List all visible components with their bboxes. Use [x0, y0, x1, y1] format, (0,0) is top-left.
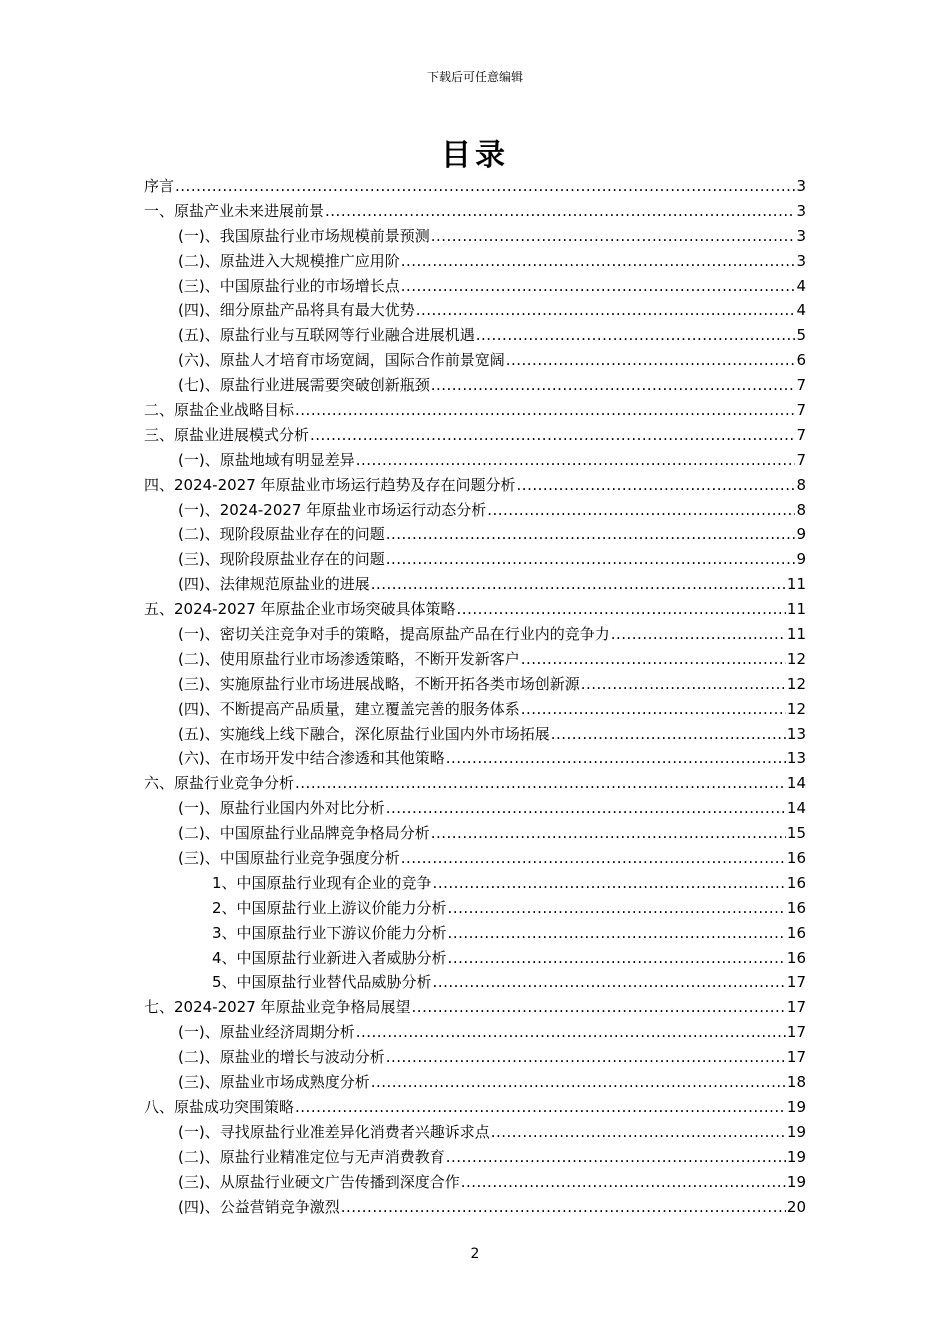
toc-dot-leader	[611, 622, 786, 647]
toc-entry[interactable]	[144, 1120, 806, 1145]
toc-entry[interactable]	[144, 423, 806, 448]
toc-entry-label: 序言	[144, 176, 175, 195]
toc-dot-leader	[356, 1020, 786, 1045]
toc-entry-label: (六)、原盐人才培育市场宽阔，国际合作前景宽阔	[178, 351, 505, 370]
toc-entry-page: 3	[796, 251, 806, 270]
toc-entry-page: 9	[796, 525, 806, 544]
toc-entry-label: 五、2024-2027 年原盐企业市场突破具体策略	[144, 600, 456, 619]
toc-dot-leader	[448, 896, 786, 921]
toc-entry-page: 19	[786, 1097, 806, 1116]
toc-entry[interactable]	[144, 1095, 806, 1120]
toc-entry-page: 19	[786, 1147, 806, 1166]
toc-entry-page: 16	[786, 923, 806, 942]
toc-entry-label: (二)、原盐业的增长与波动分析	[178, 1048, 385, 1067]
toc-entry-label: 八、原盐成功突围策略	[144, 1097, 295, 1116]
toc-entry-page: 3	[796, 226, 806, 245]
toc-entry[interactable]	[144, 771, 806, 796]
toc-entry[interactable]	[144, 398, 806, 423]
toc-entry-label: (一)、原盐地域有明显差异	[178, 450, 355, 469]
toc-dot-leader	[431, 373, 796, 398]
toc-entry-page: 17	[786, 998, 806, 1017]
toc-entry-label: (一)、我国原盐行业市场规模前景预测	[178, 226, 430, 245]
toc-entry[interactable]	[144, 672, 806, 697]
toc-entry-label: 六、原盐行业竞争分析	[144, 774, 295, 793]
toc-entry-label: (五)、实施线上线下融合，深化原盐行业国内外市场拓展	[178, 724, 550, 743]
toc-dot-leader	[487, 498, 795, 523]
toc-entry[interactable]	[144, 896, 806, 921]
toc-dot-leader	[386, 1045, 786, 1070]
page-number: 2	[470, 1246, 480, 1262]
toc-entry[interactable]	[144, 921, 806, 946]
toc-entry-label: (四)、细分原盐产品将具有最大优势	[178, 301, 415, 320]
toc-entry[interactable]	[144, 274, 806, 299]
toc-entry-label: (四)、法律规范原盐业的进展	[178, 575, 370, 594]
header-note: 下载后可任意编辑	[426, 70, 523, 84]
toc-entry[interactable]	[144, 448, 806, 473]
toc-entry-label: (五)、原盐行业与互联网等行业融合进展机遇	[178, 326, 475, 345]
toc-entry-label: (三)、原盐业市场成熟度分析	[178, 1073, 370, 1092]
toc-entry-page: 9	[796, 550, 806, 569]
toc-entry-page: 20	[786, 1197, 806, 1216]
toc-entry-page: 12	[786, 699, 806, 718]
toc-entry[interactable]	[144, 249, 806, 274]
toc-entry[interactable]	[144, 1020, 806, 1045]
toc-entry-label: (二)、中国原盐行业品牌竞争格局分析	[178, 824, 430, 843]
toc-dot-leader	[491, 1120, 786, 1145]
toc-entry-label: (二)、使用原盐行业市场渗透策略，不断开发新客户	[178, 649, 520, 668]
toc-entry-label: 2、中国原盐行业上游议价能力分析	[212, 898, 447, 917]
toc-dot-leader	[433, 871, 786, 896]
toc-dot-leader	[341, 1195, 786, 1220]
toc-entry[interactable]	[144, 971, 806, 996]
toc-dot-leader	[310, 423, 795, 448]
toc-dot-leader	[386, 522, 796, 547]
toc-entry-page: 11	[786, 625, 806, 644]
toc-dot-leader	[401, 249, 796, 274]
toc-dot-leader	[325, 199, 795, 224]
toc-entry-page: 16	[786, 948, 806, 967]
toc-entry-label: (三)、中国原盐行业的市场增长点	[178, 276, 400, 295]
toc-entry-label: 4、中国原盐行业新进入者威胁分析	[212, 948, 447, 967]
toc-entry-page: 4	[796, 276, 806, 295]
toc-dot-leader	[433, 971, 786, 996]
toc-entry[interactable]	[144, 622, 806, 647]
toc-dot-leader	[506, 348, 796, 373]
toc-entry-label: (三)、中国原盐行业竞争强度分析	[178, 849, 400, 868]
toc-dot-leader	[416, 298, 796, 323]
toc-dot-leader	[551, 722, 786, 747]
table-of-contents	[144, 174, 806, 1219]
toc-dot-leader	[386, 547, 796, 572]
toc-entry[interactable]	[144, 199, 806, 224]
toc-entry-page: 11	[786, 600, 806, 619]
toc-dot-leader	[401, 846, 786, 871]
toc-entry-page: 7	[796, 425, 806, 444]
toc-entry[interactable]	[144, 821, 806, 846]
toc-entry-page: 14	[786, 774, 806, 793]
toc-entry-page: 17	[786, 1023, 806, 1042]
toc-dot-leader	[386, 796, 786, 821]
toc-entry-label: 三、原盐业进展模式分析	[144, 425, 310, 444]
toc-entry-page: 16	[786, 849, 806, 868]
toc-entry-label: (一)、2024-2027 年原盐业市场运行动态分析	[178, 500, 487, 519]
toc-entry[interactable]	[144, 647, 806, 672]
toc-dot-leader	[371, 572, 786, 597]
toc-entry-label: 七、2024-2027 年原盐业竞争格局展望	[144, 998, 411, 1017]
toc-dot-leader	[457, 597, 786, 622]
toc-dot-leader	[412, 995, 786, 1020]
toc-entry-page: 17	[786, 973, 806, 992]
toc-dot-leader	[175, 174, 795, 199]
toc-entry[interactable]	[144, 547, 806, 572]
toc-entry-label: (二)、现阶段原盐业存在的问题	[178, 525, 385, 544]
toc-entry[interactable]	[144, 373, 806, 398]
toc-entry-label: (三)、实施原盐行业市场进展战略，不断开拓各类市场创新源	[178, 674, 580, 693]
toc-entry-page: 8	[796, 500, 806, 519]
toc-entry-label: (四)、不断提高产品质量，建立覆盖完善的服务体系	[178, 699, 520, 718]
toc-entry-page: 18	[786, 1073, 806, 1092]
toc-dot-leader	[448, 946, 786, 971]
toc-entry-label: 5、中国原盐行业替代品威胁分析	[212, 973, 432, 992]
toc-entry[interactable]	[144, 498, 806, 523]
toc-entry-label: 1、中国原盐行业现有企业的竞争	[212, 873, 432, 892]
toc-entry-page: 16	[786, 898, 806, 917]
toc-title: 目录	[441, 138, 509, 173]
toc-dot-leader	[461, 1170, 786, 1195]
toc-dot-leader	[448, 921, 786, 946]
toc-entry-label: (二)、原盐行业精准定位与无声消费教育	[178, 1147, 445, 1166]
toc-entry-label: 二、原盐企业战略目标	[144, 401, 295, 419]
toc-entry-label: (三)、从原盐行业硬文广告传播到深度合作	[178, 1172, 460, 1191]
toc-entry-page: 15	[786, 824, 806, 843]
toc-dot-leader	[295, 771, 786, 796]
toc-entry[interactable]	[144, 796, 806, 821]
toc-entry-label: (七)、原盐行业进展需要突破创新瓶颈	[178, 376, 430, 395]
toc-entry[interactable]	[144, 697, 806, 722]
toc-entry[interactable]	[144, 1170, 806, 1195]
toc-entry[interactable]	[144, 1070, 806, 1095]
toc-entry-page: 13	[786, 749, 806, 768]
toc-entry[interactable]	[144, 572, 806, 597]
toc-entry[interactable]	[144, 323, 806, 348]
toc-entry[interactable]	[144, 224, 806, 249]
toc-entry-page: 13	[786, 724, 806, 743]
toc-entry[interactable]	[144, 746, 806, 771]
toc-entry-page: 17	[786, 1048, 806, 1067]
toc-entry-label: 四、2024-2027 年原盐业市场运行趋势及存在问题分析	[144, 475, 516, 494]
toc-entry-label: (一)、寻找原盐行业准差异化消费者兴趣诉求点	[178, 1122, 490, 1141]
toc-entry[interactable]	[144, 174, 806, 199]
toc-dot-leader	[581, 672, 786, 697]
toc-entry-page: 19	[786, 1122, 806, 1141]
toc-entry-page: 3	[796, 201, 806, 220]
toc-entry[interactable]	[144, 1045, 806, 1070]
toc-dot-leader	[401, 274, 796, 299]
toc-dot-leader	[356, 448, 796, 473]
toc-dot-leader	[446, 1145, 786, 1170]
toc-entry[interactable]	[144, 722, 806, 747]
toc-entry-page: 6	[796, 351, 806, 370]
toc-entry-page: 12	[786, 649, 806, 668]
toc-entry-label: 一、原盐产业未来进展前景	[144, 201, 325, 220]
toc-dot-leader	[476, 323, 796, 348]
toc-entry-label: 3、中国原盐行业下游议价能力分析	[212, 923, 447, 942]
toc-entry[interactable]	[144, 473, 806, 498]
toc-entry-page: 14	[786, 799, 806, 818]
toc-entry-page: 19	[786, 1172, 806, 1191]
toc-entry-page: 7	[796, 401, 806, 419]
toc-entry[interactable]	[144, 846, 806, 871]
toc-dot-leader	[295, 398, 795, 423]
toc-entry-page: 3	[796, 176, 806, 195]
toc-dot-leader	[517, 473, 796, 498]
toc-entry-label: (一)、原盐业经济周期分析	[178, 1023, 355, 1042]
toc-entry-page: 4	[796, 301, 806, 320]
toc-entry[interactable]	[144, 348, 806, 373]
toc-dot-leader	[431, 224, 796, 249]
toc-entry-page: 5	[796, 326, 806, 345]
toc-entry-page: 11	[786, 575, 806, 594]
toc-entry-label: (六)、在市场开发中结合渗透和其他策略	[178, 749, 445, 768]
toc-entry[interactable]	[144, 995, 806, 1020]
toc-entry-label: (一)、密切关注竞争对手的策略，提高原盐产品在行业内的竞争力	[178, 625, 610, 644]
toc-entry[interactable]	[144, 298, 806, 323]
toc-entry-page: 16	[786, 873, 806, 892]
toc-entry-label: (四)、公益营销竞争激烈	[178, 1197, 340, 1216]
toc-dot-leader	[446, 746, 786, 771]
toc-entry-page: 7	[796, 450, 806, 469]
toc-entry[interactable]	[144, 522, 806, 547]
toc-entry-label: (三)、现阶段原盐业存在的问题	[178, 550, 385, 569]
toc-entry[interactable]	[144, 1145, 806, 1170]
toc-entry-page: 12	[786, 674, 806, 693]
toc-entry[interactable]	[144, 946, 806, 971]
toc-entry[interactable]	[144, 871, 806, 896]
toc-entry[interactable]	[144, 597, 806, 622]
toc-dot-leader	[295, 1095, 786, 1120]
toc-dot-leader	[521, 647, 786, 672]
toc-entry-page: 7	[796, 376, 806, 395]
toc-dot-leader	[431, 821, 786, 846]
toc-entry[interactable]	[144, 1195, 806, 1220]
toc-entry-label: (二)、原盐进入大规模推广应用阶	[178, 251, 400, 270]
toc-entry-page: 8	[796, 475, 806, 494]
toc-dot-leader	[521, 697, 786, 722]
toc-entry-label: (一)、原盐行业国内外对比分析	[178, 799, 385, 818]
toc-dot-leader	[371, 1070, 786, 1095]
